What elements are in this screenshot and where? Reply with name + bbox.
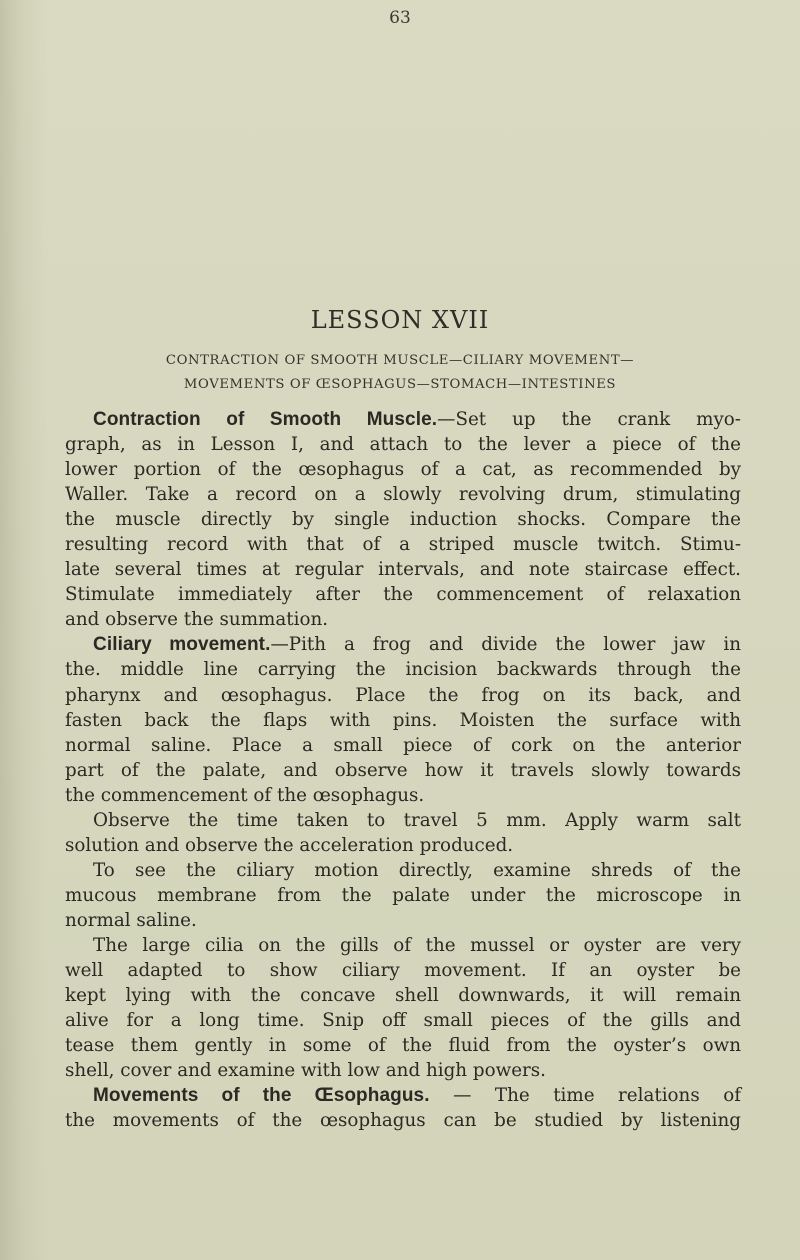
paragraph-line: graph, as in Lesson I, and attach to the lever a piece of the bbox=[65, 434, 741, 456]
paragraph-line: tease them gently in some of the fluid from the oyster’s own bbox=[65, 1035, 741, 1057]
paragraph-line: the. middle line carrying the incision backwards through the bbox=[65, 659, 741, 681]
paragraph-line: the muscle directly by single induction shocks. Compare the bbox=[65, 509, 741, 531]
lesson-subtitle-line: CONTRACTION OF SMOOTH MUSCLE—CILIARY MOVEMENT— bbox=[165, 353, 635, 368]
paragraph-line: solution and observe the acceleration produced. bbox=[65, 834, 514, 856]
paragraph-line: alive for a long time. Snip off small pieces of the gills and bbox=[65, 1010, 741, 1032]
paragraph-line: shell, cover and examine with low and high powers. bbox=[65, 1060, 546, 1082]
paragraph-line: kept lying with the concave shell downwards, it will remain bbox=[65, 985, 741, 1007]
page-number: 63 bbox=[389, 8, 411, 28]
paragraph-line: resulting record with that of a striped muscle twitch. Stimu- bbox=[65, 534, 741, 556]
paragraph-line: Contraction of Smooth Muscle.—Set up the crank myo- bbox=[93, 409, 741, 430]
paragraph-line: normal saline. Place a small piece of cork on the anterior bbox=[65, 734, 741, 756]
paragraph-line: Ciliary movement.—Pith a frog and divide the lower jaw in bbox=[93, 634, 741, 656]
section-heading-ciliary: Ciliary movement. bbox=[93, 634, 271, 656]
paragraph-line: Waller. Take a record on a slowly revolving drum, stimulating bbox=[65, 484, 741, 506]
paragraph-line: Movements of the Œsophagus. — The time relations of bbox=[93, 1085, 741, 1107]
paragraph-line: late several times at regular intervals, and note staircase effect. bbox=[65, 559, 741, 581]
paragraph-line: normal saline. bbox=[65, 909, 197, 931]
paragraph-line: lower portion of the œsophagus of a cat, as recommended by bbox=[65, 459, 741, 481]
paragraph-line: Stimulate immediately after the commencement of relaxation bbox=[65, 584, 741, 606]
paragraph-line: Observe the time taken to travel 5 mm. Apply warm salt bbox=[93, 809, 741, 831]
paragraph-line: the movements of the œsophagus can be studied by listening bbox=[65, 1110, 741, 1132]
paragraph-line: part of the palate, and observe how it travels slowly towards bbox=[65, 759, 741, 781]
section-heading-smooth-muscle: Contraction of Smooth Muscle. bbox=[93, 409, 438, 430]
paragraph-line: the commencement of the œsophagus. bbox=[65, 784, 425, 806]
paragraph-line: mucous membrane from the palate under the microscope in bbox=[65, 884, 741, 906]
paragraph-line: fasten back the flaps with pins. Moisten the surface with bbox=[65, 709, 741, 731]
section-heading-oesophagus: Movements of the Œsophagus. bbox=[93, 1085, 430, 1107]
lesson-subtitle-line: MOVEMENTS OF ŒSOPHAGUS—STOMACH—INTESTINES bbox=[183, 377, 617, 392]
paragraph-line: well adapted to show ciliary movement. If an oyster be bbox=[65, 960, 741, 982]
paragraph-line: The large cilia on the gills of the mussel or oyster are very bbox=[93, 934, 741, 956]
lesson-title: LESSON XVII bbox=[310, 306, 490, 334]
lesson-body bbox=[65, 407, 741, 1133]
paragraph-line: and observe the summation. bbox=[65, 609, 329, 631]
paragraph-line: To see the ciliary motion directly, examine shreds of the bbox=[93, 859, 741, 881]
paragraph-line: pharynx and œsophagus. Place the frog on its back, and bbox=[65, 684, 741, 706]
